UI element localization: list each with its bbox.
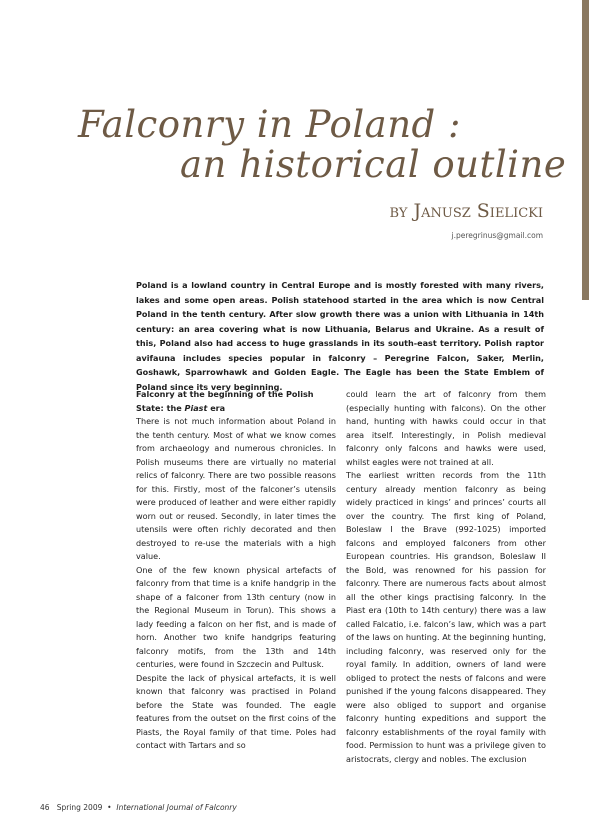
right-paragraph: could learn the art of falconry from them (especially hunting with falcons). On the other hand, hunting with hawks could occur in that area itself. Interestingly, in Polish medieval falconry only falcons and hawks were used, whilst eagles were not trained at all.	[346, 389, 546, 467]
author-byline: by Janusz Sielicki	[389, 200, 543, 222]
subhead-italic-piast: Piast	[184, 402, 208, 413]
intro-paragraph: Poland is a lowland country in Central Europe and is mostly forested with many rivers, lakes and some open areas. Polish statehood started in the area which is now Central Poland in the tenth century. After slow growth there was a union with Lithuania in 14th century: an area covering what is now Lithuania, Belarus and Ukraine. As a result of this, Poland also had access to huge grasslands in its south-east territory. Polish raptor avifauna includes species popular in falconry – Peregrine Falcon, Saker, Merlin, Goshawk, Sparrowhawk and Golden Eagle. The Eagle has been the State Emblem of Poland since its very beginning.	[136, 280, 544, 392]
corner-accent-bar	[582, 0, 589, 300]
left-paragraph: Despite the lack of physical artefacts, it is well known that falconry was practised in Poland before the State was founded. The eagle features from the outset on the first coins of the Piasts, the Royal family of that time. Poles had contact with Tartars and so	[136, 672, 336, 750]
section-subhead	[136, 388, 336, 415]
author-email: j.peregrinus@gmail.com	[451, 231, 543, 240]
title-line-2: an historical outline	[180, 143, 567, 186]
left-column	[136, 388, 336, 753]
page-footer	[40, 803, 237, 812]
subhead-text-2: era	[207, 402, 226, 413]
title-line-1: Falconry in Poland :	[78, 103, 461, 146]
page-number: 46	[40, 803, 50, 812]
left-paragraph: There is not much information about Poland in the tenth century. Most of what we know comes from archaeology and numerous chronicles. In Polish museums there are virtually no material relics of falconry. There are two possible reasons for this. Firstly, most of the falconer’s utensils were produced of leather and were either rapidly worn out or reused. Secondly, in later times the utensils were often richly decorated and then destroyed to re-use the materials with a high value.	[136, 416, 336, 561]
issue-label: Spring 2009	[56, 803, 103, 812]
footer-bullet: •	[107, 803, 112, 812]
journal-name: International Journal of Falconry	[116, 803, 237, 812]
left-paragraph: One of the few known physical artefacts of falconry from that time is a knife handgrip in the shape of a falconer from 13th century (now in the Regional Museum in Torun). This shows a lady feeding a falcon on her fist, and is made of horn. Another two knife handgrips featuring falconry motifs, from the 13th and 14th centuries, were found in Szczecin and Pultusk.	[136, 564, 336, 669]
right-paragraph: The earliest written records from the 11th century already mention falconry as being widely practiced in kings’ and princes’ courts all over the country. The first king of Poland, Boleslaw I the Brave (992-1025) imported falcons and employed falconers from other European countries. His grandson, Boleslaw II the Bold, was renowned for his passion for falconry. There are numerous facts about almost all the other kings practising falconry. In the Piast era (10th to 14th century) there was a law called Falcatio, i.e. falcon’s law, which was a part of the laws on hunting. At the beginning hunting, including falconry, was reserved only for the royal family. In addition, owners of land were obliged to protect the nests of falcons and were punished if the young falcons disappeared. They were also obliged to support and organise falconry hunting expeditions and support the falconry establishments of the royal family with food. Permission to hunt was a privilege given to aristocrats, clergy and nobles. The exclusion	[346, 470, 546, 764]
subhead-text-1: Falconry at the beginning of the Polish State: the	[136, 389, 314, 413]
right-column	[346, 388, 546, 766]
